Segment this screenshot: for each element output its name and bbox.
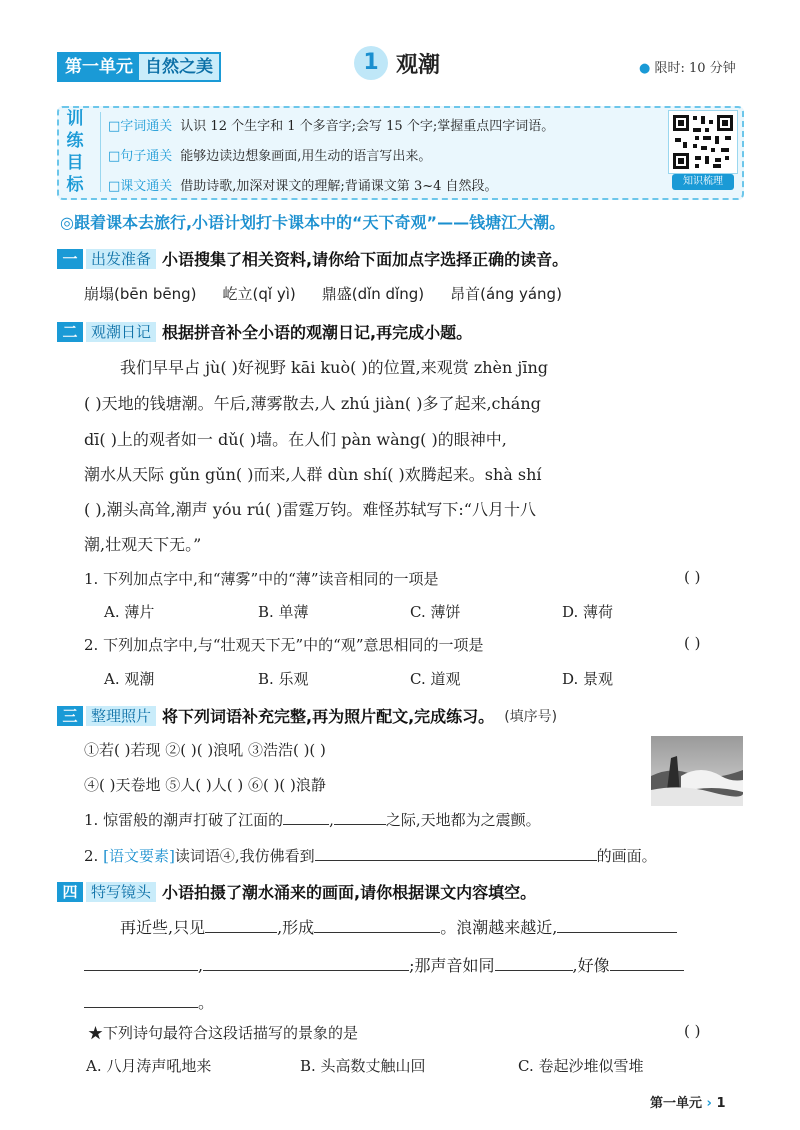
section-4-header xyxy=(57,880,536,903)
p-text: 。 xyxy=(198,993,215,1012)
option[interactable]: B. 乐观 xyxy=(258,670,309,688)
section-number: 三 xyxy=(57,706,83,726)
fill-blank[interactable] xyxy=(84,993,198,1008)
p-text: 。浪潮越来越近, xyxy=(440,918,558,937)
diary-line: dī( )上的观者如一 dǔ( )墙。在人们 pàn wàng( )的眼神中, xyxy=(84,430,507,449)
diary-line: 潮,壮观天下无。” xyxy=(84,535,202,554)
poem-question xyxy=(88,1022,358,1043)
p-text: ,形成 xyxy=(277,918,315,937)
goal-key: □字词通关 xyxy=(108,119,173,134)
section-3-header xyxy=(57,704,557,727)
diary-line: 我们早早占 jù( )好视野 kāi kuò( )的位置,来观赏 zhèn jīng xyxy=(120,358,549,377)
section-instruction: 根据拼音补全小语的观潮日记,再完成小题。 xyxy=(162,323,473,342)
q-text: ★下列诗句最符合这段话描写的景象的是 xyxy=(88,1024,359,1042)
fill-blank[interactable] xyxy=(314,918,440,933)
timer-label: 限时: xyxy=(654,61,685,76)
tide-photo xyxy=(651,736,743,806)
section-tag: 整理照片 xyxy=(86,706,156,726)
answer-paren[interactable]: ( ) xyxy=(684,1022,701,1040)
answer-paren[interactable]: ( ) xyxy=(684,634,701,652)
section-tag: 特写镜头 xyxy=(86,882,156,902)
goals-divider xyxy=(100,112,101,192)
diary-line: 潮水从天际 gǔn gǔn( )而来,人群 dùn shí( )欢腾起来。shà shí xyxy=(84,465,542,484)
diary-line: ( ),潮头高耸,潮声 yóu rú( )雷霆万钧。难怪苏轼写下:“八月十八 xyxy=(84,500,536,519)
p-text: 再近些,只见 xyxy=(120,918,206,937)
option[interactable]: C. 卷起沙堆似雪堆 xyxy=(518,1057,644,1075)
chevron-right-icon: › xyxy=(706,1096,712,1111)
question-1: 1. 下列加点字中,和“薄雾”中的“薄”读音相同的一项是 xyxy=(84,570,439,588)
section-number: 四 xyxy=(57,882,83,902)
section-tag: 出发准备 xyxy=(86,249,156,269)
fill-blank[interactable] xyxy=(557,918,677,933)
unit-label: 第一单元 xyxy=(59,54,139,80)
language-element-tag: [语文要素] xyxy=(103,847,175,865)
intro-text: ◎跟着课本去旅行,小语计划打卡课本中的“天下奇观”——钱塘江大潮。 xyxy=(60,213,566,232)
idiom-row: ①若( )若现 ②( )( )浪吼 ③浩浩( )( ) xyxy=(84,741,326,759)
goal-key: □课文通关 xyxy=(108,179,173,194)
footer-unit: 第一单元 xyxy=(650,1096,703,1111)
pinyin-choice[interactable]: 鼎盛(dǐn dǐng) xyxy=(321,285,425,303)
lesson-number: 1 xyxy=(354,46,388,80)
fill-blank[interactable] xyxy=(334,810,386,825)
goal-text: 借助诗歌,加深对课文的理解;背诵课文第 3~4 自然段。 xyxy=(180,179,498,194)
fill-blank[interactable] xyxy=(495,956,573,971)
goal-text: 认识 12 个生字和 1 个多音字;会写 15 个字;掌握重点四字词语。 xyxy=(180,119,555,134)
goal-item xyxy=(108,115,554,134)
p-text: , xyxy=(198,956,204,975)
section-2-header xyxy=(57,320,472,343)
goal-item xyxy=(108,175,498,194)
fill-blank[interactable] xyxy=(205,918,277,933)
q-text: 之际,天地都为之震颤。 xyxy=(385,811,541,829)
option[interactable]: A. 八月涛声吼地来 xyxy=(86,1057,212,1075)
section-instruction: 小语搜集了相关资料,请你给下面加点字选择正确的读音。 xyxy=(162,250,569,269)
section-note: (填序号) xyxy=(504,708,558,725)
timer xyxy=(639,57,736,76)
pinyin-choice[interactable]: 崩塌(bēn bēng) xyxy=(84,285,197,303)
idiom-row: ④( )天卷地 ⑤人( )人( ) ⑥( )( )浪静 xyxy=(84,776,326,794)
q-text: 读词语④,我仿佛看到 xyxy=(174,847,315,865)
qr-caption: 知识梳理 xyxy=(672,174,734,190)
q-text: 的画面。 xyxy=(596,847,657,865)
diary-line: ( )天地的钱塘潮。午后,薄雾散去,人 zhú jiàn( )多了起来,cháng xyxy=(84,394,541,413)
timer-value: 10 分钟 xyxy=(689,61,736,76)
question-2: 2. 下列加点字中,与“壮观天下无”中的“观”意思相同的一项是 xyxy=(84,636,484,654)
qr-code-icon xyxy=(669,111,737,173)
unit-theme: 自然之美 xyxy=(139,54,219,80)
section-number: 一 xyxy=(57,249,83,269)
p-text: ;那声音如同 xyxy=(409,956,495,975)
fill-paragraph-line xyxy=(84,990,214,1013)
pinyin-choice[interactable]: 昂首(áng yáng) xyxy=(450,285,562,303)
option[interactable]: B. 头高数丈触山回 xyxy=(300,1057,426,1075)
goal-key: □句子通关 xyxy=(108,149,173,164)
q-text: 1. 惊雷般的潮声打破了江面的 xyxy=(84,811,284,829)
section-tag: 观潮日记 xyxy=(86,322,156,342)
qr-code[interactable] xyxy=(668,110,738,174)
pinyin-choice-row xyxy=(84,283,562,304)
lesson-title: 观潮 xyxy=(396,53,441,78)
page-footer xyxy=(650,1092,725,1111)
option[interactable]: B. 单薄 xyxy=(258,603,309,621)
q-text: , xyxy=(329,811,334,829)
section-instruction: 将下列词语补充完整,再为照片配文,完成练习。 xyxy=(162,707,495,726)
answer-paren[interactable]: ( ) xyxy=(684,568,701,586)
fill-blank[interactable] xyxy=(84,956,198,971)
section-instruction: 小语拍摄了潮水涌来的画面,请你根据课文内容填空。 xyxy=(162,883,537,902)
fill-blank[interactable] xyxy=(315,846,597,861)
goal-text: 能够边读边想象画面,用生动的语言写出来。 xyxy=(180,149,432,164)
fill-blank[interactable] xyxy=(203,956,409,971)
option[interactable]: D. 景观 xyxy=(562,670,614,688)
fill-blank[interactable] xyxy=(283,810,329,825)
goal-item xyxy=(108,145,431,164)
option[interactable]: D. 薄荷 xyxy=(562,603,614,621)
section-1-header xyxy=(57,247,568,270)
option[interactable]: C. 道观 xyxy=(410,670,461,688)
p-text: ,好像 xyxy=(572,956,610,975)
timer-icon: ● xyxy=(639,61,651,76)
pinyin-choice[interactable]: 屹立(qǐ yì) xyxy=(222,285,296,303)
photo-caption-question-2: 2. [语文要素]读词语④,我仿佛看到 的画面。 xyxy=(84,847,657,865)
section-number: 二 xyxy=(57,322,83,342)
fill-paragraph-line xyxy=(84,953,684,976)
fill-paragraph-line xyxy=(120,915,677,938)
option[interactable]: C. 薄饼 xyxy=(410,603,461,621)
fill-blank[interactable] xyxy=(610,956,684,971)
photo-caption-question-1 xyxy=(84,809,541,830)
unit-tag xyxy=(57,52,221,82)
option[interactable]: A. 观潮 xyxy=(104,670,155,688)
goals-label: 训练目标 xyxy=(66,109,84,195)
page-number: 1 xyxy=(716,1096,726,1111)
option[interactable]: A. 薄片 xyxy=(104,603,155,621)
